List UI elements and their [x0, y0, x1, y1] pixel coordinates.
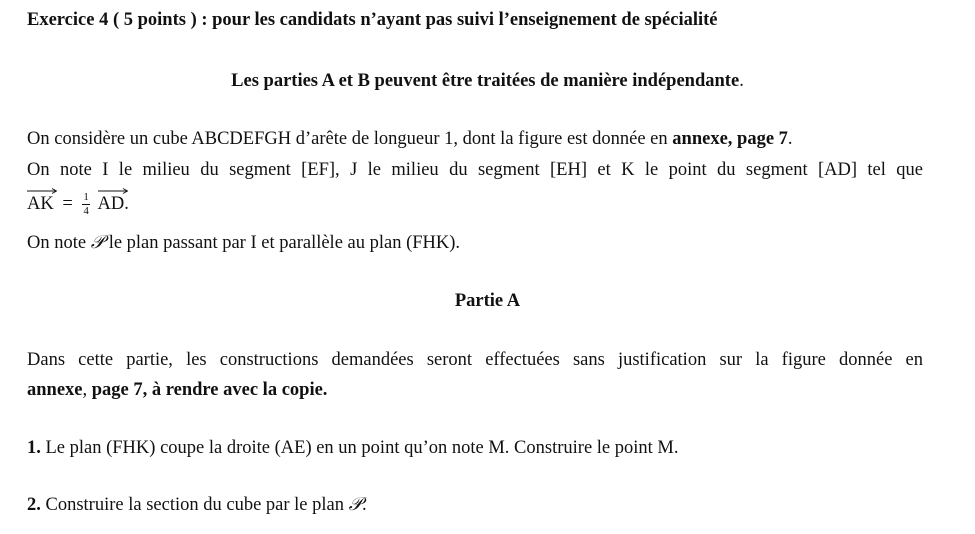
vector-ak [27, 195, 54, 214]
intro-line-2 [27, 159, 923, 181]
equation-period: . [124, 193, 129, 214]
plane-p-symbol: 𝒫 [348, 494, 362, 515]
intro-line-1-end: . [787, 129, 793, 149]
question-2-number: 2. [27, 495, 41, 515]
intro-line-4 [27, 232, 460, 254]
part-a-paragraph-line-1 [27, 349, 923, 371]
exercise-subtitle [0, 70, 975, 92]
question-1 [27, 437, 678, 459]
part-a-heading [0, 290, 975, 312]
vector-arrow-icon [27, 188, 57, 194]
question-1-text: Le plan (FHK) coupe la droite (AE) en un point qu’on note M. Construire le point M. [40, 438, 679, 458]
subtitle-period: . [739, 71, 744, 91]
vector-ad [98, 195, 125, 214]
part-a-heading-text: Partie A [454, 291, 521, 311]
intro-line-4-rest: le plan passant par I et parallèle au plan (FHK). [104, 233, 461, 253]
equals-sign: = [62, 193, 73, 214]
exercise-title-text: Exercice 4 ( 5 points ) : pour les candidats n’ayant pas suivi l’enseignement de spécialité [27, 10, 718, 30]
page-instruction: page 7, à rendre avec la copie. [91, 380, 328, 400]
part-a-paragraph-text: Dans cette partie, les constructions demandées seront effectuées sans justification sur la figure donnée en [27, 350, 923, 370]
annex-word: annexe [27, 380, 83, 400]
part-a-paragraph-line-2 [27, 379, 327, 401]
subtitle-text: Les parties A et B peuvent être traitées de manière indépendante [231, 71, 740, 91]
intro-line-1-text: On considère un cube ABCDEFGH d’arête de longueur 1, dont la figure est donnée en [27, 129, 673, 149]
vector-equation [27, 192, 129, 217]
annex-reference: annexe, page 7 [672, 129, 788, 149]
fraction-one-quarter [82, 192, 90, 217]
vector-arrow-icon [98, 188, 128, 194]
intro-line-4-start: On note [27, 233, 91, 253]
fraction-denominator: 4 [83, 205, 89, 217]
question-2-period: . [361, 495, 367, 515]
plane-p-symbol: 𝒫 [90, 232, 105, 253]
comma-separator: , [82, 380, 92, 400]
vector-ad-label: AD [97, 193, 125, 214]
question-2-text: Construire la section du cube par le plan [40, 495, 349, 515]
question-1-number: 1. [27, 438, 41, 458]
intro-line-1 [27, 128, 793, 150]
intro-line-2-text: On note I le milieu du segment [EF], J le milieu du segment [EH] et K le point du segment [AD] tel que [27, 160, 923, 180]
exercise-title [27, 9, 718, 31]
vector-ak-label: AK [27, 193, 54, 214]
fraction-numerator: 1 [83, 191, 89, 203]
question-2 [27, 494, 367, 516]
